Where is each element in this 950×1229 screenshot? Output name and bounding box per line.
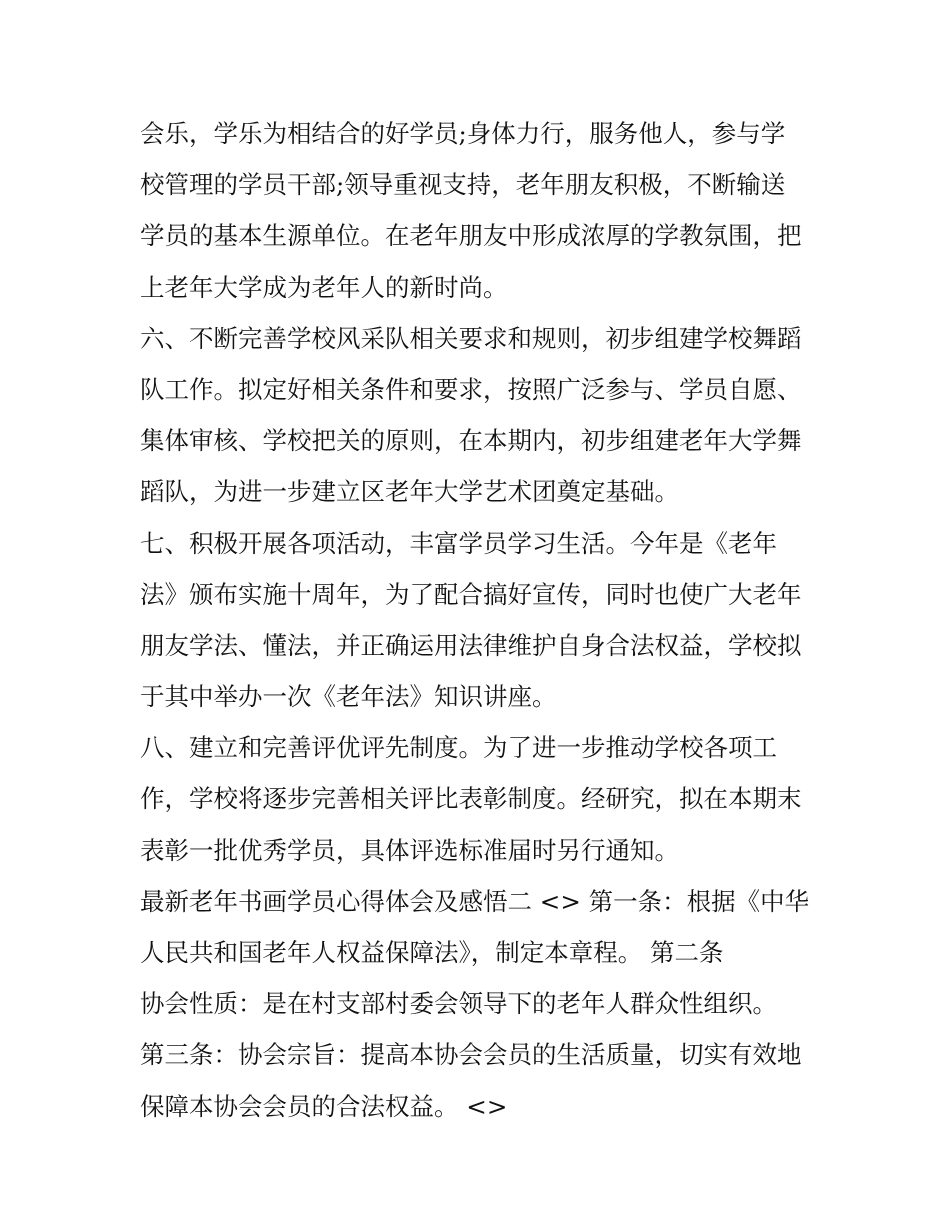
text-line: 协会性质：是在村支部村委会领导下的老年人群众性组织。 (140, 989, 777, 1019)
text-line: 七、积极开展各项活动，丰富学员学习生活。今年是《老年 (140, 528, 777, 558)
text-line: 最新老年书画学员心得体会及感悟二 <> 第一条：根据《中华 (140, 886, 810, 916)
text-line: 法》颁布实施十周年，为了配合搞好宣传，同时也使广大老年 (140, 579, 802, 609)
text-line: 蹈队，为进一步建立区老年大学艺术团奠定基础。 (140, 477, 679, 507)
text-line: 表彰一批优秀学员，具体评选标准届时另行通知。 (140, 835, 679, 865)
text-line: 学员的基本生源单位。在老年朋友中形成浓厚的学教氛围，把 (140, 221, 802, 251)
text-line: 人民共和国老年人权益保障法》，制定本章程。 第二条 (140, 938, 724, 967)
text-line: 朋友学法、懂法，并正确运用法律维护自身合法权益，学校拟 (140, 630, 802, 660)
text-line: 八、建立和完善评优评先制度。为了进一步推动学校各项工 (140, 733, 777, 763)
text-line: 上老年大学成为老年人的新时尚。 (140, 272, 508, 302)
text-line: 会乐，学乐为相结合的好学员;身体力行，服务他人，参与学 (140, 119, 786, 148)
text-line: 六、不断完善学校风采队相关要求和规则，初步组建学校舞蹈 (140, 323, 802, 353)
text-line: 队工作。拟定好相关条件和要求，按照广泛参与、学员自愿、 (140, 374, 802, 404)
document-body (140, 108, 820, 1132)
text-line: 第三条：协会宗旨：提高本协会会员的生活质量，切实有效地 (140, 1040, 802, 1070)
text-line: 集体审核、学校把关的原则，在本期内，初步组建老年大学舞 (140, 426, 802, 456)
text-line: 作，学校将逐步完善相关评比表彰制度。经研究，拟在本期末 (140, 784, 802, 814)
text-line: 保障本协会会员的合法权益。 <> (140, 1091, 508, 1121)
text-line: 校管理的学员干部;领导重视支持，老年朋友积极，不断输送 (140, 170, 786, 200)
text-line: 于其中举办一次《老年法》知识讲座。 (140, 682, 557, 712)
